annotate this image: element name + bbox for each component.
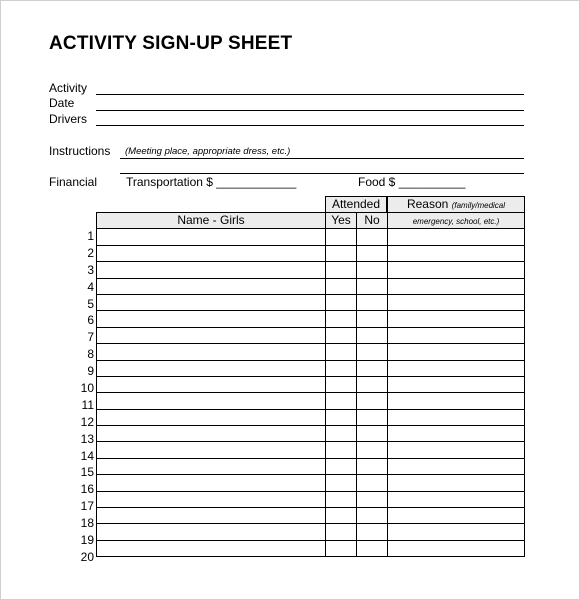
reason-cell[interactable] — [388, 278, 525, 294]
table-row — [97, 344, 525, 360]
yes-cell[interactable] — [326, 262, 357, 278]
table-row — [97, 360, 525, 376]
name-cell[interactable] — [97, 393, 326, 409]
reason-subheader — [388, 213, 525, 229]
yes-cell[interactable] — [326, 344, 357, 360]
name-cell[interactable] — [97, 245, 326, 261]
table-row — [97, 245, 525, 261]
row-number: 17 — [80, 499, 94, 514]
no-cell[interactable] — [357, 524, 388, 540]
yes-cell[interactable] — [326, 442, 357, 458]
row-number: 2 — [87, 245, 94, 260]
row-number: 15 — [80, 465, 94, 480]
date-label: Date — [49, 96, 75, 110]
name-cell[interactable] — [97, 262, 326, 278]
name-cell[interactable] — [97, 311, 326, 327]
activity-line[interactable] — [96, 94, 524, 95]
yes-header: Yes — [326, 213, 357, 229]
reason-cell[interactable] — [388, 442, 525, 458]
yes-cell[interactable] — [326, 409, 357, 425]
row-number: 11 — [81, 397, 94, 412]
row-number: 19 — [80, 533, 94, 548]
reason-cell[interactable] — [388, 229, 525, 245]
reason-cell[interactable] — [388, 327, 525, 343]
table-row — [97, 540, 525, 556]
row-number: 18 — [80, 516, 94, 531]
reason-header-label: Reason — [406, 197, 449, 211]
no-cell[interactable] — [357, 360, 388, 376]
reason-cell[interactable] — [388, 393, 525, 409]
yes-cell[interactable] — [326, 229, 357, 245]
yes-cell[interactable] — [326, 245, 357, 261]
name-cell[interactable] — [97, 475, 326, 491]
name-header: Name - Girls — [97, 213, 326, 229]
table-row — [97, 475, 525, 491]
reason-cell[interactable] — [388, 475, 525, 491]
no-cell[interactable] — [357, 458, 388, 474]
name-cell[interactable] — [97, 327, 326, 343]
table-row — [97, 458, 525, 474]
row-number: 6 — [87, 313, 94, 328]
name-cell[interactable] — [97, 360, 326, 376]
drivers-label: Drivers — [49, 112, 87, 126]
table-row — [97, 278, 525, 294]
no-cell[interactable] — [357, 344, 388, 360]
name-cell[interactable] — [97, 491, 326, 507]
row-number: 8 — [87, 347, 94, 362]
name-cell[interactable] — [97, 409, 326, 425]
no-cell[interactable] — [357, 294, 388, 310]
no-cell[interactable] — [357, 245, 388, 261]
row-number: 12 — [80, 414, 94, 429]
drivers-line[interactable] — [96, 125, 524, 126]
reason-cell[interactable] — [388, 344, 525, 360]
no-cell[interactable] — [357, 229, 388, 245]
reason-cell[interactable] — [388, 294, 525, 310]
no-cell[interactable] — [357, 376, 388, 392]
reason-hint-2: emergency, school, etc.) — [412, 216, 500, 226]
yes-cell[interactable] — [326, 376, 357, 392]
yes-cell[interactable] — [326, 458, 357, 474]
no-cell[interactable] — [357, 409, 388, 425]
yes-cell[interactable] — [326, 360, 357, 376]
row-number: 16 — [80, 482, 94, 497]
reason-cell[interactable] — [388, 409, 525, 425]
table-row — [97, 491, 525, 507]
yes-cell[interactable] — [326, 393, 357, 409]
no-cell[interactable] — [357, 442, 388, 458]
reason-cell[interactable] — [388, 426, 525, 442]
no-cell[interactable] — [357, 278, 388, 294]
table-row — [97, 524, 525, 540]
reason-cell[interactable] — [388, 262, 525, 278]
transportation-field[interactable]: Transportation $ ____________ — [126, 175, 297, 189]
no-cell[interactable] — [357, 426, 388, 442]
financial-label: Financial — [49, 175, 98, 189]
name-cell[interactable] — [97, 229, 326, 245]
table-row — [97, 311, 525, 327]
name-cell[interactable] — [97, 344, 326, 360]
name-cell[interactable] — [97, 426, 326, 442]
table-row — [97, 508, 525, 524]
yes-cell[interactable] — [326, 508, 357, 524]
row-number: 3 — [87, 262, 94, 277]
table-row — [97, 426, 525, 442]
date-line[interactable] — [96, 110, 524, 111]
name-cell[interactable] — [97, 508, 326, 524]
row-number: 1 — [87, 229, 94, 243]
table-row — [97, 229, 525, 245]
no-cell[interactable] — [357, 475, 388, 491]
reason-cell[interactable] — [388, 540, 525, 556]
yes-cell[interactable] — [326, 475, 357, 491]
no-cell[interactable] — [357, 262, 388, 278]
name-cell[interactable] — [97, 376, 326, 392]
row-number: 5 — [87, 296, 94, 311]
table-row — [97, 442, 525, 458]
reason-cell[interactable] — [388, 508, 525, 524]
no-header: No — [357, 213, 388, 229]
yes-cell[interactable] — [326, 327, 357, 343]
instructions-line-2[interactable] — [120, 173, 524, 174]
name-cell[interactable] — [97, 458, 326, 474]
reason-cell[interactable] — [388, 458, 525, 474]
no-cell[interactable] — [357, 540, 388, 556]
table-row — [97, 376, 525, 392]
no-cell[interactable] — [357, 491, 388, 507]
food-field[interactable]: Food $ __________ — [358, 175, 466, 189]
reason-cell[interactable] — [388, 524, 525, 540]
reason-cell[interactable] — [388, 491, 525, 507]
yes-cell[interactable] — [326, 491, 357, 507]
row-number: 14 — [80, 448, 94, 463]
page-title: ACTIVITY SIGN-UP SHEET — [49, 33, 293, 54]
reason-hint-1: (family/medical — [451, 201, 506, 210]
yes-cell[interactable] — [326, 540, 357, 556]
no-cell[interactable] — [357, 393, 388, 409]
instructions-line-1[interactable] — [120, 158, 524, 159]
name-cell[interactable] — [97, 540, 326, 556]
table-row — [97, 294, 525, 310]
instructions-label: Instructions — [49, 144, 111, 158]
no-cell[interactable] — [357, 508, 388, 524]
activity-label: Activity — [49, 81, 88, 95]
table-row — [97, 262, 525, 278]
reason-cell[interactable] — [388, 376, 525, 392]
signup-table — [96, 212, 525, 557]
yes-cell[interactable] — [326, 426, 357, 442]
yes-cell[interactable] — [326, 524, 357, 540]
name-cell[interactable] — [97, 278, 326, 294]
reason-cell[interactable] — [388, 360, 525, 376]
attended-header: Attended — [325, 196, 387, 212]
name-cell[interactable] — [97, 442, 326, 458]
table-row — [97, 393, 525, 409]
no-cell[interactable] — [357, 311, 388, 327]
reason-cell[interactable] — [388, 311, 525, 327]
row-number: 7 — [87, 330, 94, 345]
table-row — [97, 409, 525, 425]
reason-cell[interactable] — [388, 245, 525, 261]
row-number: 20 — [80, 549, 94, 564]
row-number: 13 — [80, 431, 94, 446]
yes-cell[interactable] — [326, 294, 357, 310]
name-cell[interactable] — [97, 294, 326, 310]
row-numbers — [60, 228, 94, 566]
no-cell[interactable] — [357, 327, 388, 343]
reason-header — [387, 196, 525, 212]
name-cell[interactable] — [97, 524, 326, 540]
row-number: 4 — [87, 279, 94, 294]
row-number: 10 — [80, 381, 94, 396]
row-number: 9 — [87, 364, 94, 379]
table-row — [97, 327, 525, 343]
yes-cell[interactable] — [326, 278, 357, 294]
instructions-hint: (Meeting place, appropriate dress, etc.) — [125, 146, 291, 157]
yes-cell[interactable] — [326, 311, 357, 327]
